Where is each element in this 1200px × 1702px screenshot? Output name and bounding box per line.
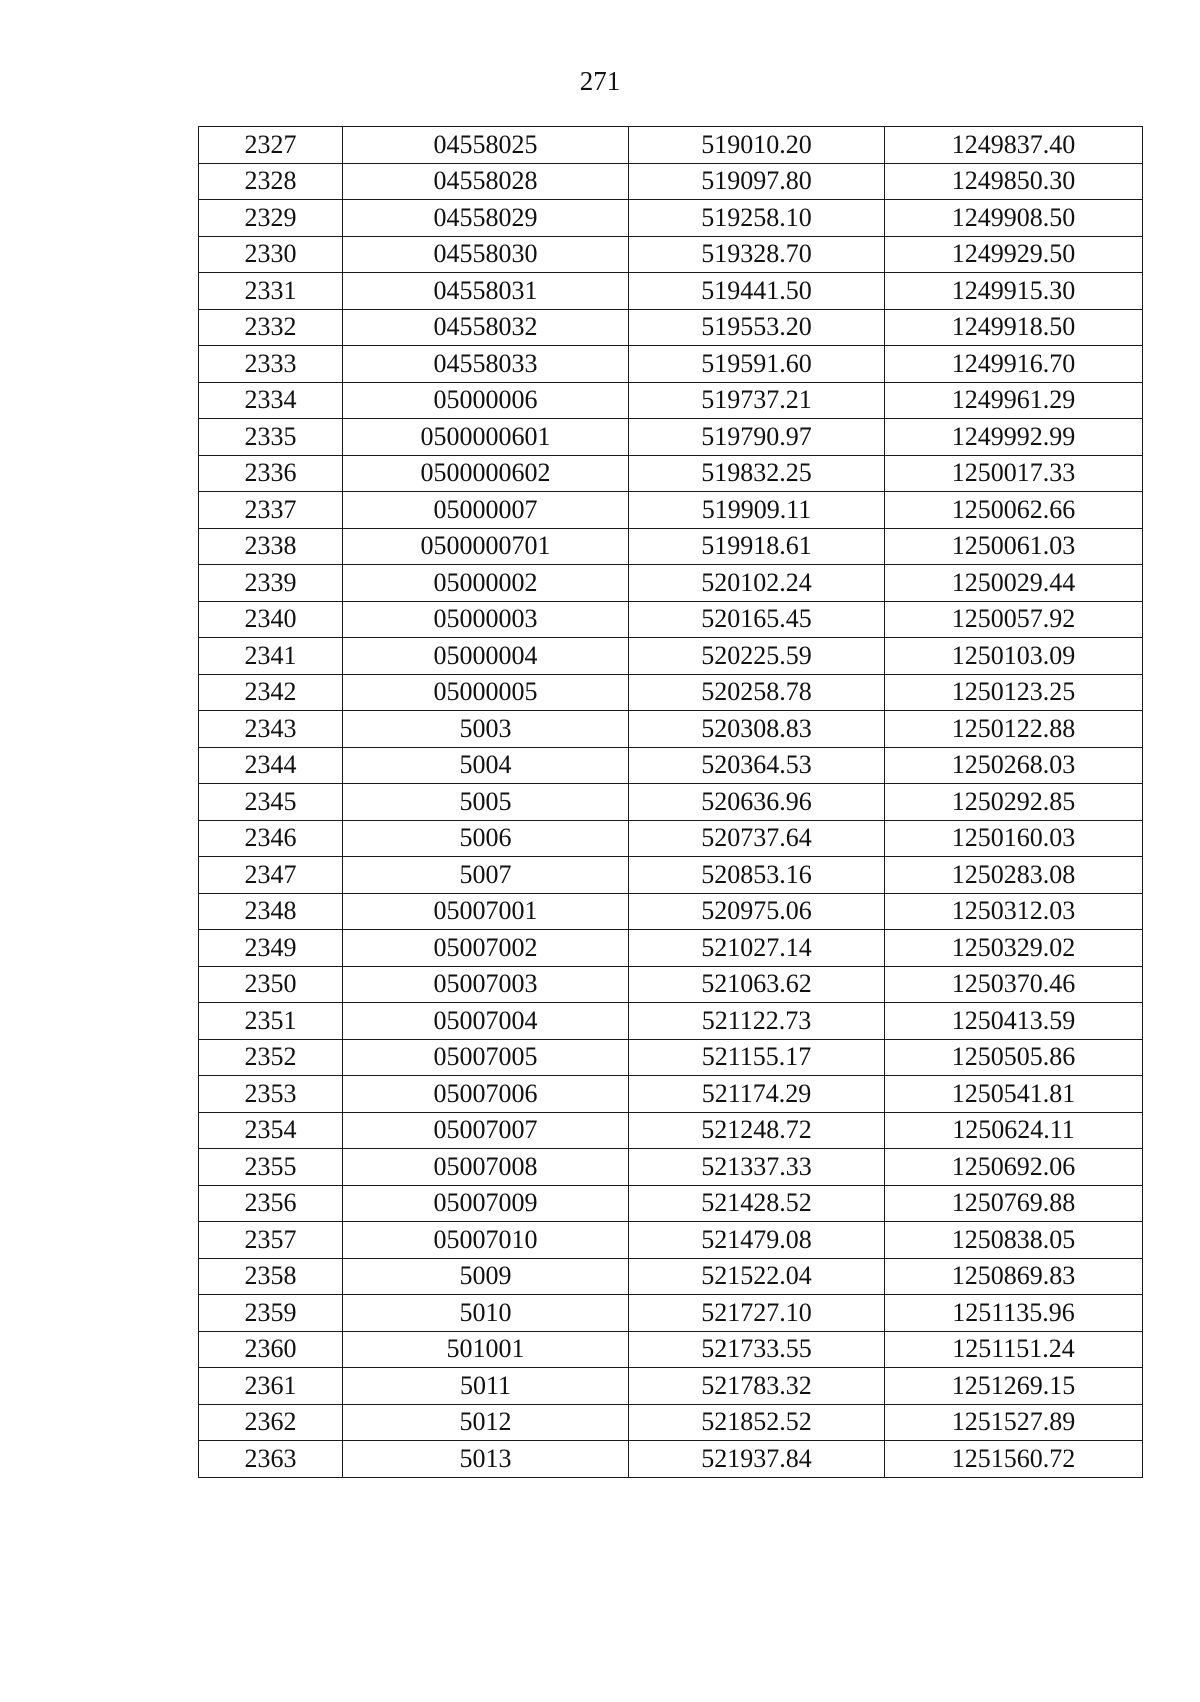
point-id-cell: 5009 xyxy=(343,1258,629,1295)
point-id-cell: 04558030 xyxy=(343,236,629,273)
table-body xyxy=(199,127,1143,1478)
row-index-cell: 2361 xyxy=(199,1368,343,1405)
row-index-cell: 2343 xyxy=(199,711,343,748)
point-id-cell: 0500000601 xyxy=(343,419,629,456)
table-row xyxy=(199,492,1143,529)
y-coordinate-cell: 1251135.96 xyxy=(885,1295,1143,1332)
y-coordinate-cell: 1250029.44 xyxy=(885,565,1143,602)
point-id-cell: 5011 xyxy=(343,1368,629,1405)
table-row xyxy=(199,747,1143,784)
y-coordinate-cell: 1250061.03 xyxy=(885,528,1143,565)
x-coordinate-cell: 521522.04 xyxy=(629,1258,885,1295)
x-coordinate-cell: 519258.10 xyxy=(629,200,885,237)
point-id-cell: 05007008 xyxy=(343,1149,629,1186)
row-index-cell: 2331 xyxy=(199,273,343,310)
point-id-cell: 05007006 xyxy=(343,1076,629,1113)
x-coordinate-cell: 521337.33 xyxy=(629,1149,885,1186)
row-index-cell: 2356 xyxy=(199,1185,343,1222)
row-index-cell: 2354 xyxy=(199,1112,343,1149)
table-row xyxy=(199,638,1143,675)
row-index-cell: 2337 xyxy=(199,492,343,529)
point-id-cell: 04558032 xyxy=(343,309,629,346)
row-index-cell: 2350 xyxy=(199,966,343,1003)
table-row xyxy=(199,309,1143,346)
x-coordinate-cell: 521248.72 xyxy=(629,1112,885,1149)
point-id-cell: 05000007 xyxy=(343,492,629,529)
table-row xyxy=(199,1112,1143,1149)
row-index-cell: 2349 xyxy=(199,930,343,967)
point-id-cell: 04558029 xyxy=(343,200,629,237)
x-coordinate-cell: 521479.08 xyxy=(629,1222,885,1259)
point-id-cell: 05007002 xyxy=(343,930,629,967)
point-id-cell: 5004 xyxy=(343,747,629,784)
point-id-cell: 05007007 xyxy=(343,1112,629,1149)
row-index-cell: 2327 xyxy=(199,127,343,164)
y-coordinate-cell: 1249918.50 xyxy=(885,309,1143,346)
x-coordinate-cell: 521733.55 xyxy=(629,1331,885,1368)
x-coordinate-cell: 521937.84 xyxy=(629,1441,885,1478)
row-index-cell: 2360 xyxy=(199,1331,343,1368)
table-row xyxy=(199,1368,1143,1405)
table-row xyxy=(199,236,1143,273)
row-index-cell: 2357 xyxy=(199,1222,343,1259)
row-index-cell: 2347 xyxy=(199,857,343,894)
coordinates-table xyxy=(198,126,1143,1478)
x-coordinate-cell: 519010.20 xyxy=(629,127,885,164)
row-index-cell: 2359 xyxy=(199,1295,343,1332)
point-id-cell: 0500000602 xyxy=(343,455,629,492)
x-coordinate-cell: 521727.10 xyxy=(629,1295,885,1332)
point-id-cell: 05000005 xyxy=(343,674,629,711)
x-coordinate-cell: 519737.21 xyxy=(629,382,885,419)
x-coordinate-cell: 520165.45 xyxy=(629,601,885,638)
x-coordinate-cell: 519328.70 xyxy=(629,236,885,273)
row-index-cell: 2363 xyxy=(199,1441,343,1478)
point-id-cell: 04558033 xyxy=(343,346,629,383)
x-coordinate-cell: 520636.96 xyxy=(629,784,885,821)
row-index-cell: 2345 xyxy=(199,784,343,821)
y-coordinate-cell: 1250541.81 xyxy=(885,1076,1143,1113)
table-row xyxy=(199,127,1143,164)
table-row xyxy=(199,1258,1143,1295)
row-index-cell: 2355 xyxy=(199,1149,343,1186)
point-id-cell: 04558031 xyxy=(343,273,629,310)
y-coordinate-cell: 1250869.83 xyxy=(885,1258,1143,1295)
x-coordinate-cell: 519832.25 xyxy=(629,455,885,492)
y-coordinate-cell: 1250160.03 xyxy=(885,820,1143,857)
y-coordinate-cell: 1249908.50 xyxy=(885,200,1143,237)
table-row xyxy=(199,419,1143,456)
table-row xyxy=(199,273,1143,310)
y-coordinate-cell: 1250122.88 xyxy=(885,711,1143,748)
row-index-cell: 2334 xyxy=(199,382,343,419)
x-coordinate-cell: 519441.50 xyxy=(629,273,885,310)
x-coordinate-cell: 520308.83 xyxy=(629,711,885,748)
row-index-cell: 2358 xyxy=(199,1258,343,1295)
y-coordinate-cell: 1250505.86 xyxy=(885,1039,1143,1076)
x-coordinate-cell: 520975.06 xyxy=(629,893,885,930)
x-coordinate-cell: 519553.20 xyxy=(629,309,885,346)
x-coordinate-cell: 521155.17 xyxy=(629,1039,885,1076)
page-number: 271 xyxy=(579,66,621,96)
table-row xyxy=(199,857,1143,894)
row-index-cell: 2332 xyxy=(199,309,343,346)
point-id-cell: 5006 xyxy=(343,820,629,857)
y-coordinate-cell: 1249916.70 xyxy=(885,346,1143,383)
x-coordinate-cell: 520225.59 xyxy=(629,638,885,675)
y-coordinate-cell: 1250769.88 xyxy=(885,1185,1143,1222)
table-row xyxy=(199,1295,1143,1332)
y-coordinate-cell: 1250103.09 xyxy=(885,638,1143,675)
y-coordinate-cell: 1250057.92 xyxy=(885,601,1143,638)
y-coordinate-cell: 1249915.30 xyxy=(885,273,1143,310)
x-coordinate-cell: 521174.29 xyxy=(629,1076,885,1113)
table-row xyxy=(199,565,1143,602)
y-coordinate-cell: 1250292.85 xyxy=(885,784,1143,821)
x-coordinate-cell: 520737.64 xyxy=(629,820,885,857)
table-row xyxy=(199,1003,1143,1040)
x-coordinate-cell: 520102.24 xyxy=(629,565,885,602)
row-index-cell: 2344 xyxy=(199,747,343,784)
table-row xyxy=(199,1331,1143,1368)
table-row xyxy=(199,1222,1143,1259)
y-coordinate-cell: 1250370.46 xyxy=(885,966,1143,1003)
row-index-cell: 2346 xyxy=(199,820,343,857)
y-coordinate-cell: 1250624.11 xyxy=(885,1112,1143,1149)
table-row xyxy=(199,820,1143,857)
x-coordinate-cell: 521063.62 xyxy=(629,966,885,1003)
point-id-cell: 05007004 xyxy=(343,1003,629,1040)
y-coordinate-cell: 1250413.59 xyxy=(885,1003,1143,1040)
table-row xyxy=(199,455,1143,492)
y-coordinate-cell: 1250283.08 xyxy=(885,857,1143,894)
x-coordinate-cell: 521852.52 xyxy=(629,1404,885,1441)
table-row xyxy=(199,893,1143,930)
row-index-cell: 2328 xyxy=(199,163,343,200)
point-id-cell: 5007 xyxy=(343,857,629,894)
row-index-cell: 2348 xyxy=(199,893,343,930)
row-index-cell: 2341 xyxy=(199,638,343,675)
table-row xyxy=(199,1149,1143,1186)
table-row xyxy=(199,346,1143,383)
row-index-cell: 2339 xyxy=(199,565,343,602)
x-coordinate-cell: 519097.80 xyxy=(629,163,885,200)
table-row xyxy=(199,966,1143,1003)
table-row xyxy=(199,784,1143,821)
point-id-cell: 0500000701 xyxy=(343,528,629,565)
row-index-cell: 2329 xyxy=(199,200,343,237)
y-coordinate-cell: 1251151.24 xyxy=(885,1331,1143,1368)
point-id-cell: 05007001 xyxy=(343,893,629,930)
point-id-cell: 5012 xyxy=(343,1404,629,1441)
y-coordinate-cell: 1251560.72 xyxy=(885,1441,1143,1478)
point-id-cell: 04558025 xyxy=(343,127,629,164)
table-row xyxy=(199,930,1143,967)
row-index-cell: 2362 xyxy=(199,1404,343,1441)
y-coordinate-cell: 1250838.05 xyxy=(885,1222,1143,1259)
table-row xyxy=(199,1404,1143,1441)
point-id-cell: 05000003 xyxy=(343,601,629,638)
table-row xyxy=(199,163,1143,200)
point-id-cell: 05007005 xyxy=(343,1039,629,1076)
point-id-cell: 05000006 xyxy=(343,382,629,419)
y-coordinate-cell: 1250692.06 xyxy=(885,1149,1143,1186)
y-coordinate-cell: 1250312.03 xyxy=(885,893,1143,930)
table-row xyxy=(199,711,1143,748)
table-row xyxy=(199,674,1143,711)
row-index-cell: 2333 xyxy=(199,346,343,383)
table-row xyxy=(199,1441,1143,1478)
x-coordinate-cell: 519918.61 xyxy=(629,528,885,565)
point-id-cell: 5003 xyxy=(343,711,629,748)
y-coordinate-cell: 1249961.29 xyxy=(885,382,1143,419)
point-id-cell: 05007010 xyxy=(343,1222,629,1259)
y-coordinate-cell: 1249929.50 xyxy=(885,236,1143,273)
x-coordinate-cell: 519909.11 xyxy=(629,492,885,529)
table-row xyxy=(199,200,1143,237)
y-coordinate-cell: 1250017.33 xyxy=(885,455,1143,492)
row-index-cell: 2342 xyxy=(199,674,343,711)
point-id-cell: 05007009 xyxy=(343,1185,629,1222)
row-index-cell: 2336 xyxy=(199,455,343,492)
row-index-cell: 2335 xyxy=(199,419,343,456)
y-coordinate-cell: 1251269.15 xyxy=(885,1368,1143,1405)
x-coordinate-cell: 519591.60 xyxy=(629,346,885,383)
row-index-cell: 2330 xyxy=(199,236,343,273)
point-id-cell: 04558028 xyxy=(343,163,629,200)
x-coordinate-cell: 521428.52 xyxy=(629,1185,885,1222)
x-coordinate-cell: 521122.73 xyxy=(629,1003,885,1040)
point-id-cell: 5010 xyxy=(343,1295,629,1332)
table-row xyxy=(199,382,1143,419)
table-row xyxy=(199,1039,1143,1076)
point-id-cell: 05000004 xyxy=(343,638,629,675)
row-index-cell: 2353 xyxy=(199,1076,343,1113)
point-id-cell: 5013 xyxy=(343,1441,629,1478)
x-coordinate-cell: 521783.32 xyxy=(629,1368,885,1405)
table-row xyxy=(199,528,1143,565)
x-coordinate-cell: 520364.53 xyxy=(629,747,885,784)
y-coordinate-cell: 1250268.03 xyxy=(885,747,1143,784)
row-index-cell: 2340 xyxy=(199,601,343,638)
x-coordinate-cell: 519790.97 xyxy=(629,419,885,456)
y-coordinate-cell: 1249992.99 xyxy=(885,419,1143,456)
table-row xyxy=(199,1076,1143,1113)
table-row xyxy=(199,601,1143,638)
row-index-cell: 2352 xyxy=(199,1039,343,1076)
y-coordinate-cell: 1249850.30 xyxy=(885,163,1143,200)
y-coordinate-cell: 1249837.40 xyxy=(885,127,1143,164)
point-id-cell: 501001 xyxy=(343,1331,629,1368)
point-id-cell: 5005 xyxy=(343,784,629,821)
y-coordinate-cell: 1250329.02 xyxy=(885,930,1143,967)
point-id-cell: 05000002 xyxy=(343,565,629,602)
y-coordinate-cell: 1251527.89 xyxy=(885,1404,1143,1441)
point-id-cell: 05007003 xyxy=(343,966,629,1003)
x-coordinate-cell: 520853.16 xyxy=(629,857,885,894)
y-coordinate-cell: 1250123.25 xyxy=(885,674,1143,711)
x-coordinate-cell: 521027.14 xyxy=(629,930,885,967)
x-coordinate-cell: 520258.78 xyxy=(629,674,885,711)
table-row xyxy=(199,1185,1143,1222)
y-coordinate-cell: 1250062.66 xyxy=(885,492,1143,529)
row-index-cell: 2351 xyxy=(199,1003,343,1040)
row-index-cell: 2338 xyxy=(199,528,343,565)
